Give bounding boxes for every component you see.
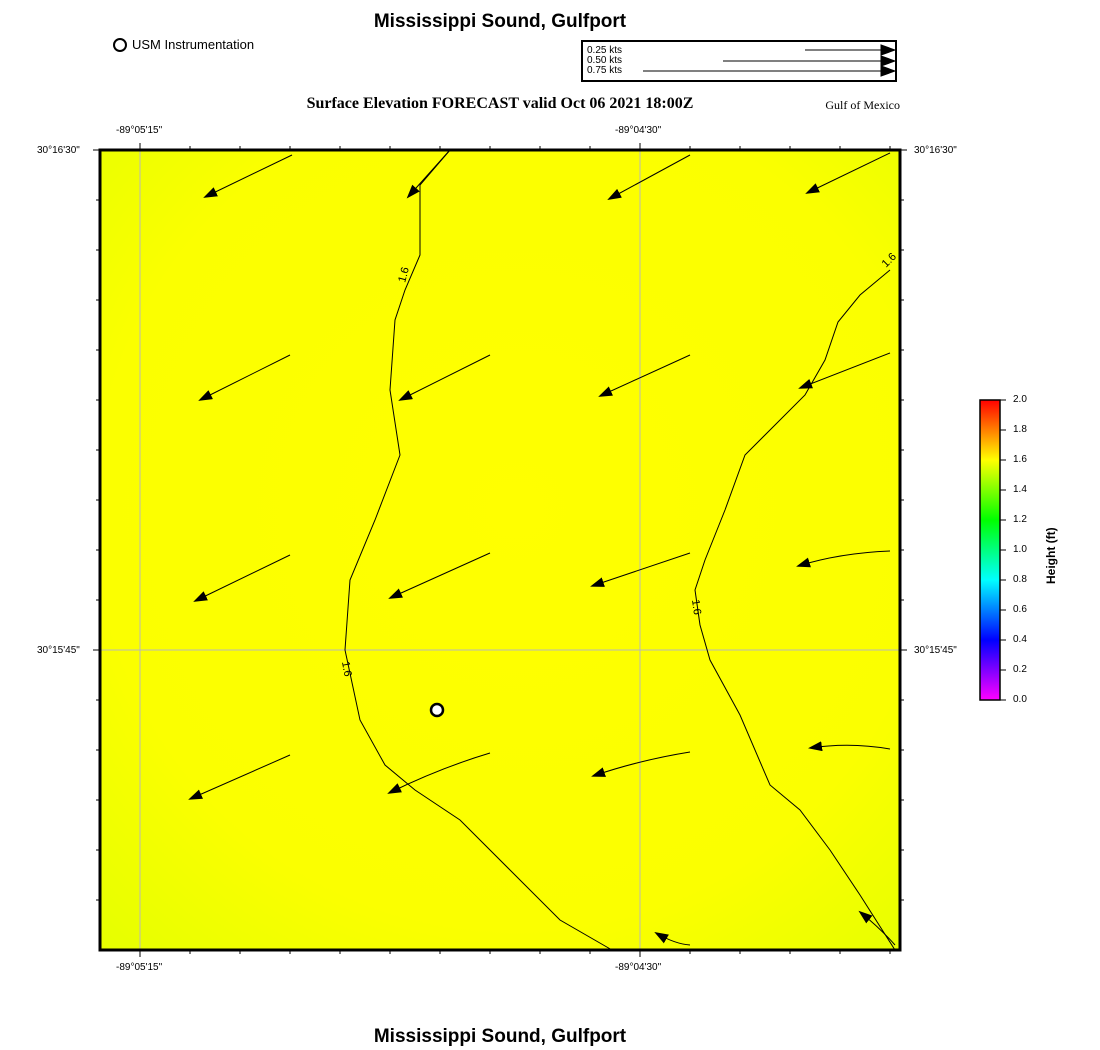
colorbar-tick-label: 1.4 [1013,484,1027,495]
footer-title: Mississippi Sound, Gulfport [373,1026,627,1047]
map-title: Mississippi Sound, Gulfport [373,11,627,32]
colorbar-tick-label: 0.0 [1013,694,1027,705]
lat-tick-label: 30°15'45" [914,645,957,656]
region-label: Gulf of Mexico [825,98,900,112]
colorbar-tick-label: 1.0 [1013,544,1027,555]
colorbar-tick-label: 0.8 [1013,574,1027,585]
colorbar-title: Height (ft) [1044,527,1058,584]
lon-tick-label: -89°05'15" [116,962,163,973]
speed-key-label: 0.50 kts [587,55,623,66]
elevation-field [100,150,900,950]
colorbar-tick-label: 0.2 [1013,664,1027,675]
speed-key-label: 0.75 kts [587,65,623,76]
colorbar-tick-label: 1.8 [1013,424,1027,435]
colorbar-tick-label: 0.4 [1013,634,1027,645]
speed-key-label: 0.25 kts [587,45,623,56]
colorbar [980,400,1000,700]
contour-label: 1.6 [689,598,704,616]
station-legend-label: USM Instrumentation [132,37,255,52]
lon-tick-label: -89°05'15" [116,125,163,136]
usm-station-marker[interactable] [431,704,443,716]
lat-tick-label: 30°15'45" [37,645,80,656]
lon-tick-label: -89°04'30" [615,125,662,136]
forecast-subtitle: Surface Elevation FORECAST valid Oct 06 2021 18:00Z [306,95,694,112]
lat-tick-label: 30°16'30" [37,145,80,156]
colorbar-tick-label: 1.2 [1013,514,1027,525]
colorbar-tick-label: 0.6 [1013,604,1027,615]
lon-tick-label: -89°04'30" [615,962,662,973]
colorbar-tick-label: 1.6 [1013,454,1027,465]
contour-label: 1.6 [879,250,899,271]
colorbar-ticks [1000,400,1006,700]
contour-label: 1.6 [396,265,412,284]
contour-label: 1.6 [339,660,354,678]
colorbar-tick-label: 2.0 [1013,394,1027,405]
lat-tick-label: 30°16'30" [914,145,957,156]
